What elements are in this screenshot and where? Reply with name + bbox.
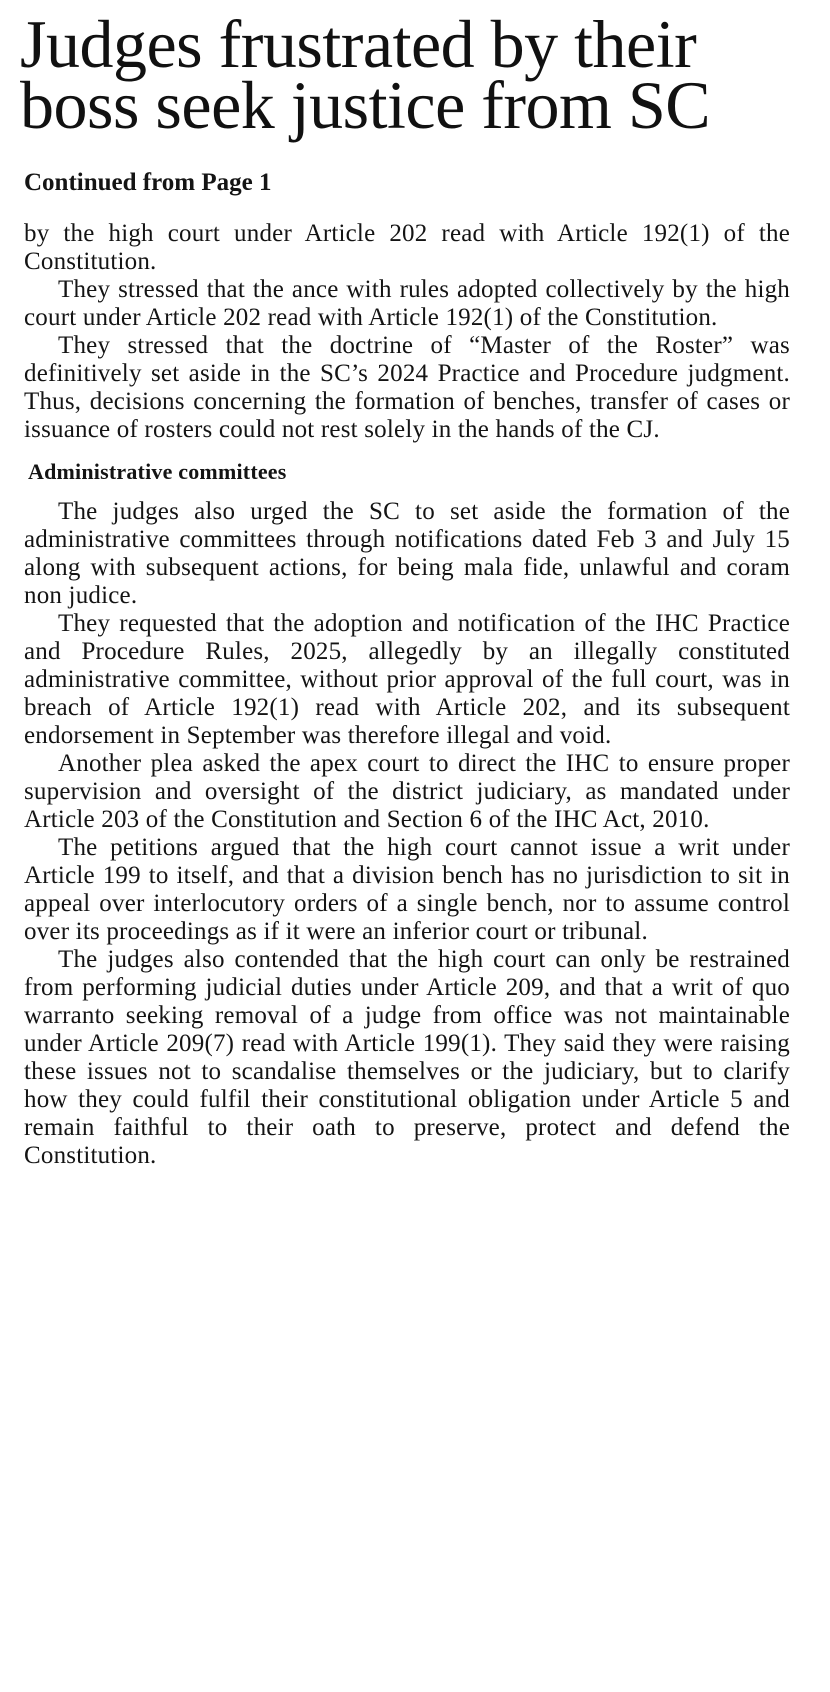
paragraph: Another plea asked the apex court to direct the IHC to ensure proper supervision and oversight of the district judiciary, as mandated under Article 203 of the Constitution and Section 6 of the IHC Act, 2010. [24,750,790,833]
continued-label: Continued from Page 1 [24,169,272,196]
article-body [20,220,790,1170]
paragraph: The judges also contended that the high court can only be restrained from performing judicial duties under Article 209, and that a writ of quo warranto seeking removal of a judge from office was not maintainable under Article 209(7) read with Article 199(1). They said they were raising these issues not to scandalise themselves or the judiciary, but to clarify how they could fulfil their constitutional obligation under Article 5 and remain faithful to their oath to preserve, protect and defend the Constitution. [24,946,790,1169]
paragraph: The judges also urged the SC to set aside the formation of the administrative committees through notifications dated Feb 3 and July 15 along with subsequent actions, for being mala fide, unlawful and coram non judice. [24,498,790,609]
paragraph: They stressed that the ance with rules adopted collectively by the high court under Article 202 read with Article 192(1) of the Constitution. [24,276,790,331]
paragraph: by the high court under Article 202 read with Article 192(1) of the Constitution. [24,220,790,275]
subheading: Administrative committees [28,459,287,484]
headline: Judges frustrated by their boss seek justice from SC [20,6,711,143]
paragraph: They stressed that the doctrine of “Master of the Roster” was definitively set aside in the SC’s 2024 Practice and Procedure judgment. Thus, decisions concerning the formation of benches, transfer of cases or issuance of rosters could not rest solely in the hands of the CJ. [24,332,790,443]
article [20,0,790,1170]
paragraph: The petitions argued that the high court cannot issue a writ under Article 199 to itself, and that a division bench has no jurisdiction to sit in appeal over interlocutory orders of a single bench, nor to assume control over its proceedings as if it were an inferior court or tribunal. [24,834,790,945]
paragraph: They requested that the adoption and notification of the IHC Practice and Procedure Rules, 2025, allegedly by an illegally constituted administrative committee, without prior approval of the full court, was in breach of Article 192(1) read with Article 202, and its subsequent endorsement in September was therefore illegal and void. [24,610,790,749]
